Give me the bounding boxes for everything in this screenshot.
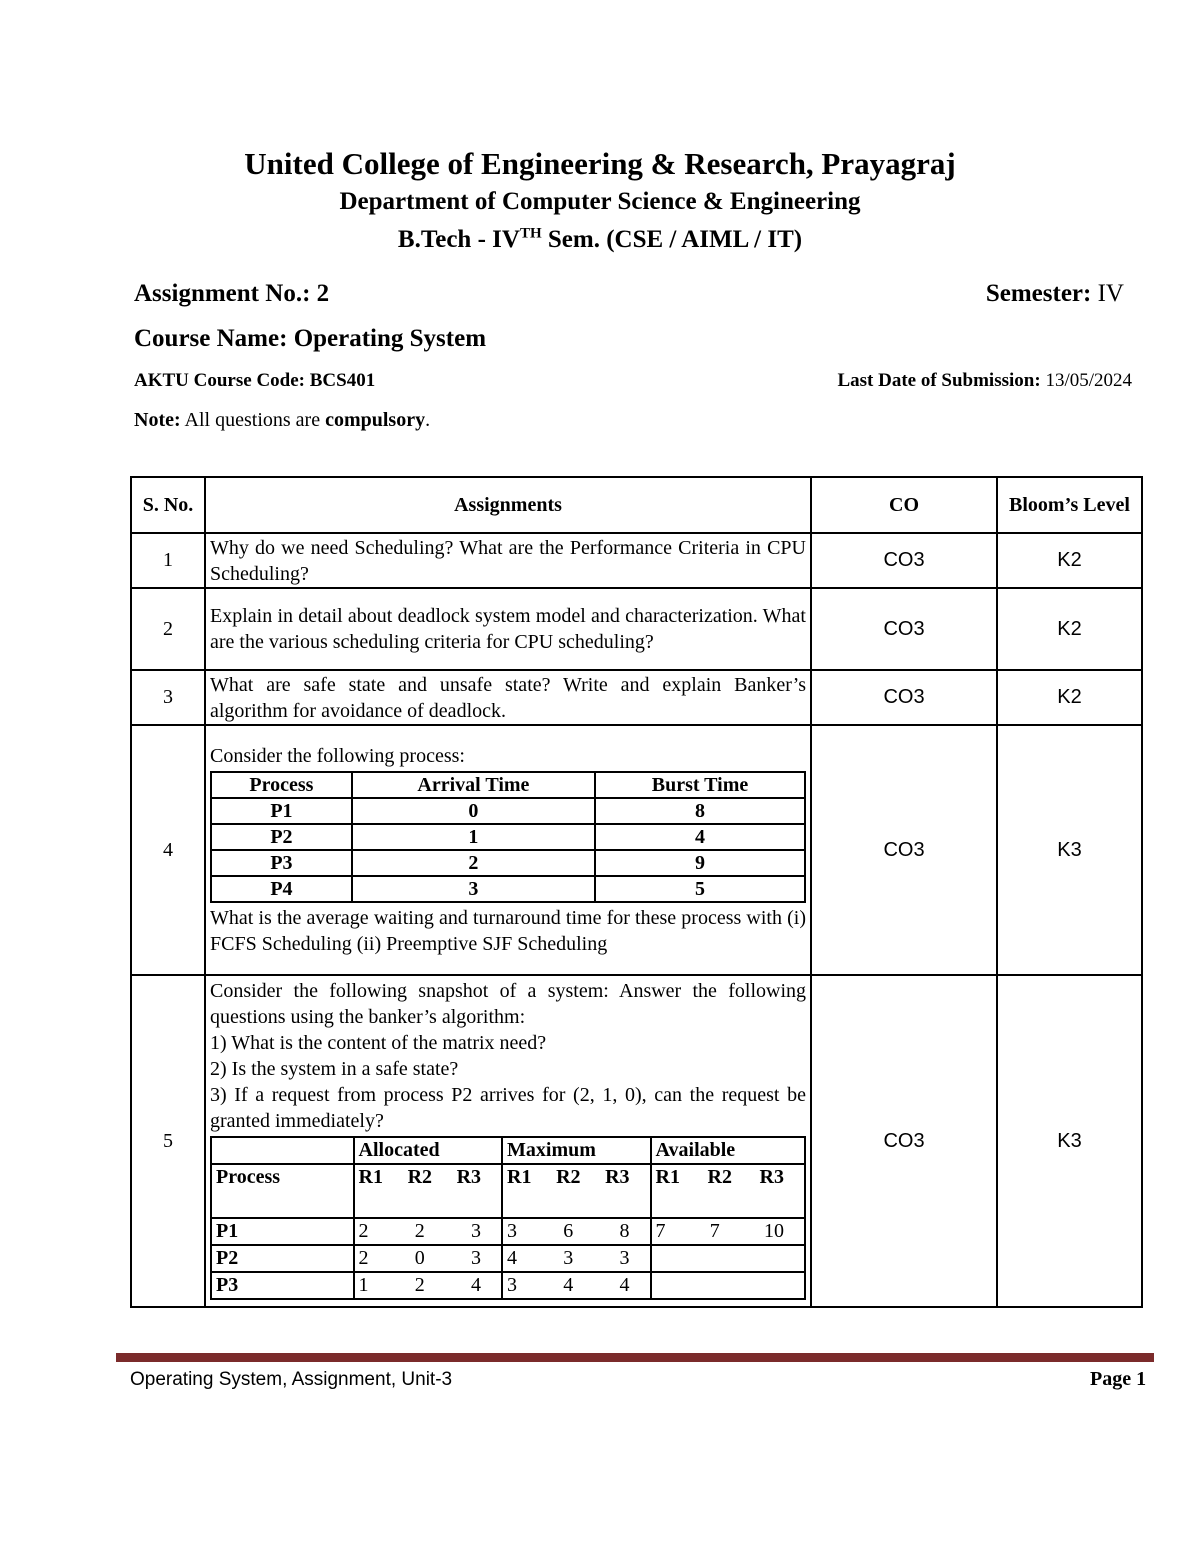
row-co: CO3	[811, 670, 997, 725]
value: 3	[619, 1247, 630, 1269]
note-bold: compulsory	[325, 409, 426, 431]
code-value: BCS401	[309, 370, 376, 391]
burst-cell: 4	[595, 824, 805, 850]
row-question: Explain in detail about deadlock system model and characterization. What are the various scheduling criteria for CPU scheduling?	[205, 588, 811, 670]
banker-table	[210, 1136, 806, 1300]
table-row	[131, 725, 1142, 975]
res-label: R1	[655, 1166, 680, 1188]
maximum-header: Maximum	[502, 1137, 651, 1164]
row-co: CO3	[811, 588, 997, 670]
value: 6	[563, 1220, 574, 1242]
question-intro: Consider the following process:	[210, 745, 465, 767]
value: 4	[619, 1274, 630, 1296]
course-label: Course Name:	[134, 325, 288, 352]
value: 4	[507, 1247, 518, 1269]
process-row	[211, 798, 805, 824]
process-row	[211, 824, 805, 850]
header-blooms: Bloom’s Level	[997, 477, 1142, 533]
row-level: K2	[997, 588, 1142, 670]
question-3: 3) If a request from process P2 arrives for (2, 1, 0), can the request be granted immediately?	[210, 1084, 806, 1132]
blank-cell	[211, 1137, 354, 1164]
value: 2	[358, 1247, 369, 1269]
row-level: K3	[997, 975, 1142, 1307]
header-assignments: Assignments	[205, 477, 811, 533]
banker-row	[211, 1245, 805, 1272]
row-sno: 4	[131, 725, 205, 975]
process-cell: P4	[211, 876, 352, 902]
row-sno: 5	[131, 975, 205, 1307]
avail-cell	[651, 1245, 805, 1272]
alloc-cell	[354, 1218, 503, 1245]
burst-cell: 5	[595, 876, 805, 902]
program-prefix: B.Tech - IV	[397, 226, 520, 253]
arrival-cell: 2	[352, 850, 595, 876]
note-text: All questions are	[184, 409, 321, 431]
question-1: 1) What is the content of the matrix need?	[210, 1032, 547, 1054]
table-row	[131, 533, 1142, 588]
process-label: Process	[211, 1164, 354, 1218]
page-number: Page 1	[1090, 1368, 1147, 1390]
submission-value: 13/05/2024	[1045, 370, 1132, 391]
res-label: R3	[759, 1166, 784, 1188]
table-row	[131, 975, 1142, 1307]
value: 7	[709, 1220, 720, 1242]
burst-header: Burst Time	[595, 772, 805, 798]
footer-left: Operating System, Assignment, Unit-3	[130, 1369, 453, 1390]
semester-value: IV	[1097, 280, 1124, 307]
table-header-row	[131, 477, 1142, 533]
res-label: R2	[407, 1166, 433, 1188]
row-sno: 1	[131, 533, 205, 588]
note-row	[134, 409, 1132, 432]
banker-process: P3	[211, 1272, 354, 1299]
alloc-res	[354, 1164, 503, 1218]
burst-cell: 9	[595, 850, 805, 876]
row-sno: 3	[131, 670, 205, 725]
process-cell: P3	[211, 850, 352, 876]
row-question	[205, 975, 811, 1307]
row-sno: 2	[131, 588, 205, 670]
process-cell: P2	[211, 824, 352, 850]
value: 2	[414, 1220, 425, 1242]
allocated-header: Allocated	[354, 1137, 503, 1164]
available-header: Available	[651, 1137, 805, 1164]
banker-res-row	[211, 1164, 805, 1218]
value: 10	[763, 1220, 784, 1242]
alloc-cell	[354, 1245, 503, 1272]
value: 8	[619, 1220, 630, 1242]
college-title: United College of Engineering & Research, Prayagraj	[244, 146, 956, 181]
row-co: CO3	[811, 975, 997, 1307]
res-label: R3	[605, 1166, 630, 1188]
footer-divider	[116, 1353, 1154, 1362]
header-sno: S. No.	[131, 477, 205, 533]
value: 2	[414, 1274, 425, 1296]
arrival-cell: 1	[352, 824, 595, 850]
department-title: Department of Computer Science & Engineering	[339, 188, 861, 215]
res-label: R2	[556, 1166, 581, 1188]
res-label: R1	[507, 1166, 532, 1188]
value: 2	[358, 1220, 369, 1242]
avail-cell	[651, 1272, 805, 1299]
max-cell	[502, 1245, 651, 1272]
res-label: R1	[358, 1166, 383, 1188]
value: 3	[507, 1220, 518, 1242]
burst-cell: 8	[595, 798, 805, 824]
banker-row	[211, 1218, 805, 1245]
process-header-row	[211, 772, 805, 798]
process-table	[210, 771, 806, 903]
max-cell	[502, 1218, 651, 1245]
table-row	[131, 588, 1142, 670]
res-label: R2	[707, 1166, 732, 1188]
max-res	[502, 1164, 651, 1218]
banker-group-row	[211, 1137, 805, 1164]
row-question: What are safe state and unsafe state? Write and explain Banker’s algorithm for avoidance of deadlock.	[205, 670, 811, 725]
assignment-value: 2	[316, 280, 330, 307]
process-row	[211, 876, 805, 902]
process-header: Process	[211, 772, 352, 798]
question-intro: Consider the following snapshot of a system: Answer the following questions using the banker’s algorithm:	[210, 980, 806, 1028]
program-sup: TH	[519, 225, 542, 242]
banker-process: P1	[211, 1218, 354, 1245]
value: 1	[358, 1274, 369, 1296]
value: 4	[471, 1274, 482, 1296]
row-co: CO3	[811, 725, 997, 975]
value: 3	[471, 1220, 482, 1242]
value: 0	[414, 1247, 425, 1269]
code-row	[134, 370, 1132, 392]
process-cell: P1	[211, 798, 352, 824]
question-text: What is the average waiting and turnaround time for these process with (i) FCFS Scheduling (ii) Preemptive SJF Scheduling	[210, 907, 806, 955]
arrival-header: Arrival Time	[352, 772, 595, 798]
program-suffix: Sem. (CSE / AIML / IT)	[541, 226, 803, 253]
value: 3	[563, 1247, 574, 1269]
process-row	[211, 850, 805, 876]
banker-row	[211, 1272, 805, 1299]
row-level: K3	[997, 725, 1142, 975]
res-label: R3	[456, 1166, 482, 1188]
banker-process: P2	[211, 1245, 354, 1272]
row-question: Why do we need Scheduling? What are the Performance Criteria in CPU Scheduling?	[205, 533, 811, 588]
row-question	[205, 725, 811, 975]
row-level: K2	[997, 670, 1142, 725]
value: 4	[563, 1274, 574, 1296]
note-label: Note:	[134, 409, 181, 431]
semester-label: Semester:	[985, 280, 1092, 307]
submission-label: Last Date of Submission:	[837, 370, 1041, 391]
course-row	[134, 325, 1132, 353]
course-value: Operating System	[293, 325, 487, 352]
max-cell	[502, 1272, 651, 1299]
question-2: 2) Is the system in a safe state?	[210, 1058, 459, 1080]
row-co: CO3	[811, 533, 997, 588]
code-label: AKTU Course Code:	[134, 370, 305, 391]
arrival-cell: 0	[352, 798, 595, 824]
avail-cell	[651, 1218, 805, 1245]
table-row	[131, 670, 1142, 725]
assignment-label: Assignment No.:	[134, 280, 311, 307]
avail-res	[651, 1164, 805, 1218]
program-title	[0, 226, 1200, 254]
assignment-table	[130, 476, 1143, 1308]
value: 3	[507, 1274, 518, 1296]
alloc-cell	[354, 1272, 503, 1299]
assignment-row	[134, 280, 1132, 308]
row-level: K2	[997, 533, 1142, 588]
arrival-cell: 3	[352, 876, 595, 902]
header-co: CO	[811, 477, 997, 533]
value: 3	[471, 1247, 482, 1269]
note-end: .	[425, 409, 431, 431]
value: 7	[655, 1220, 666, 1242]
